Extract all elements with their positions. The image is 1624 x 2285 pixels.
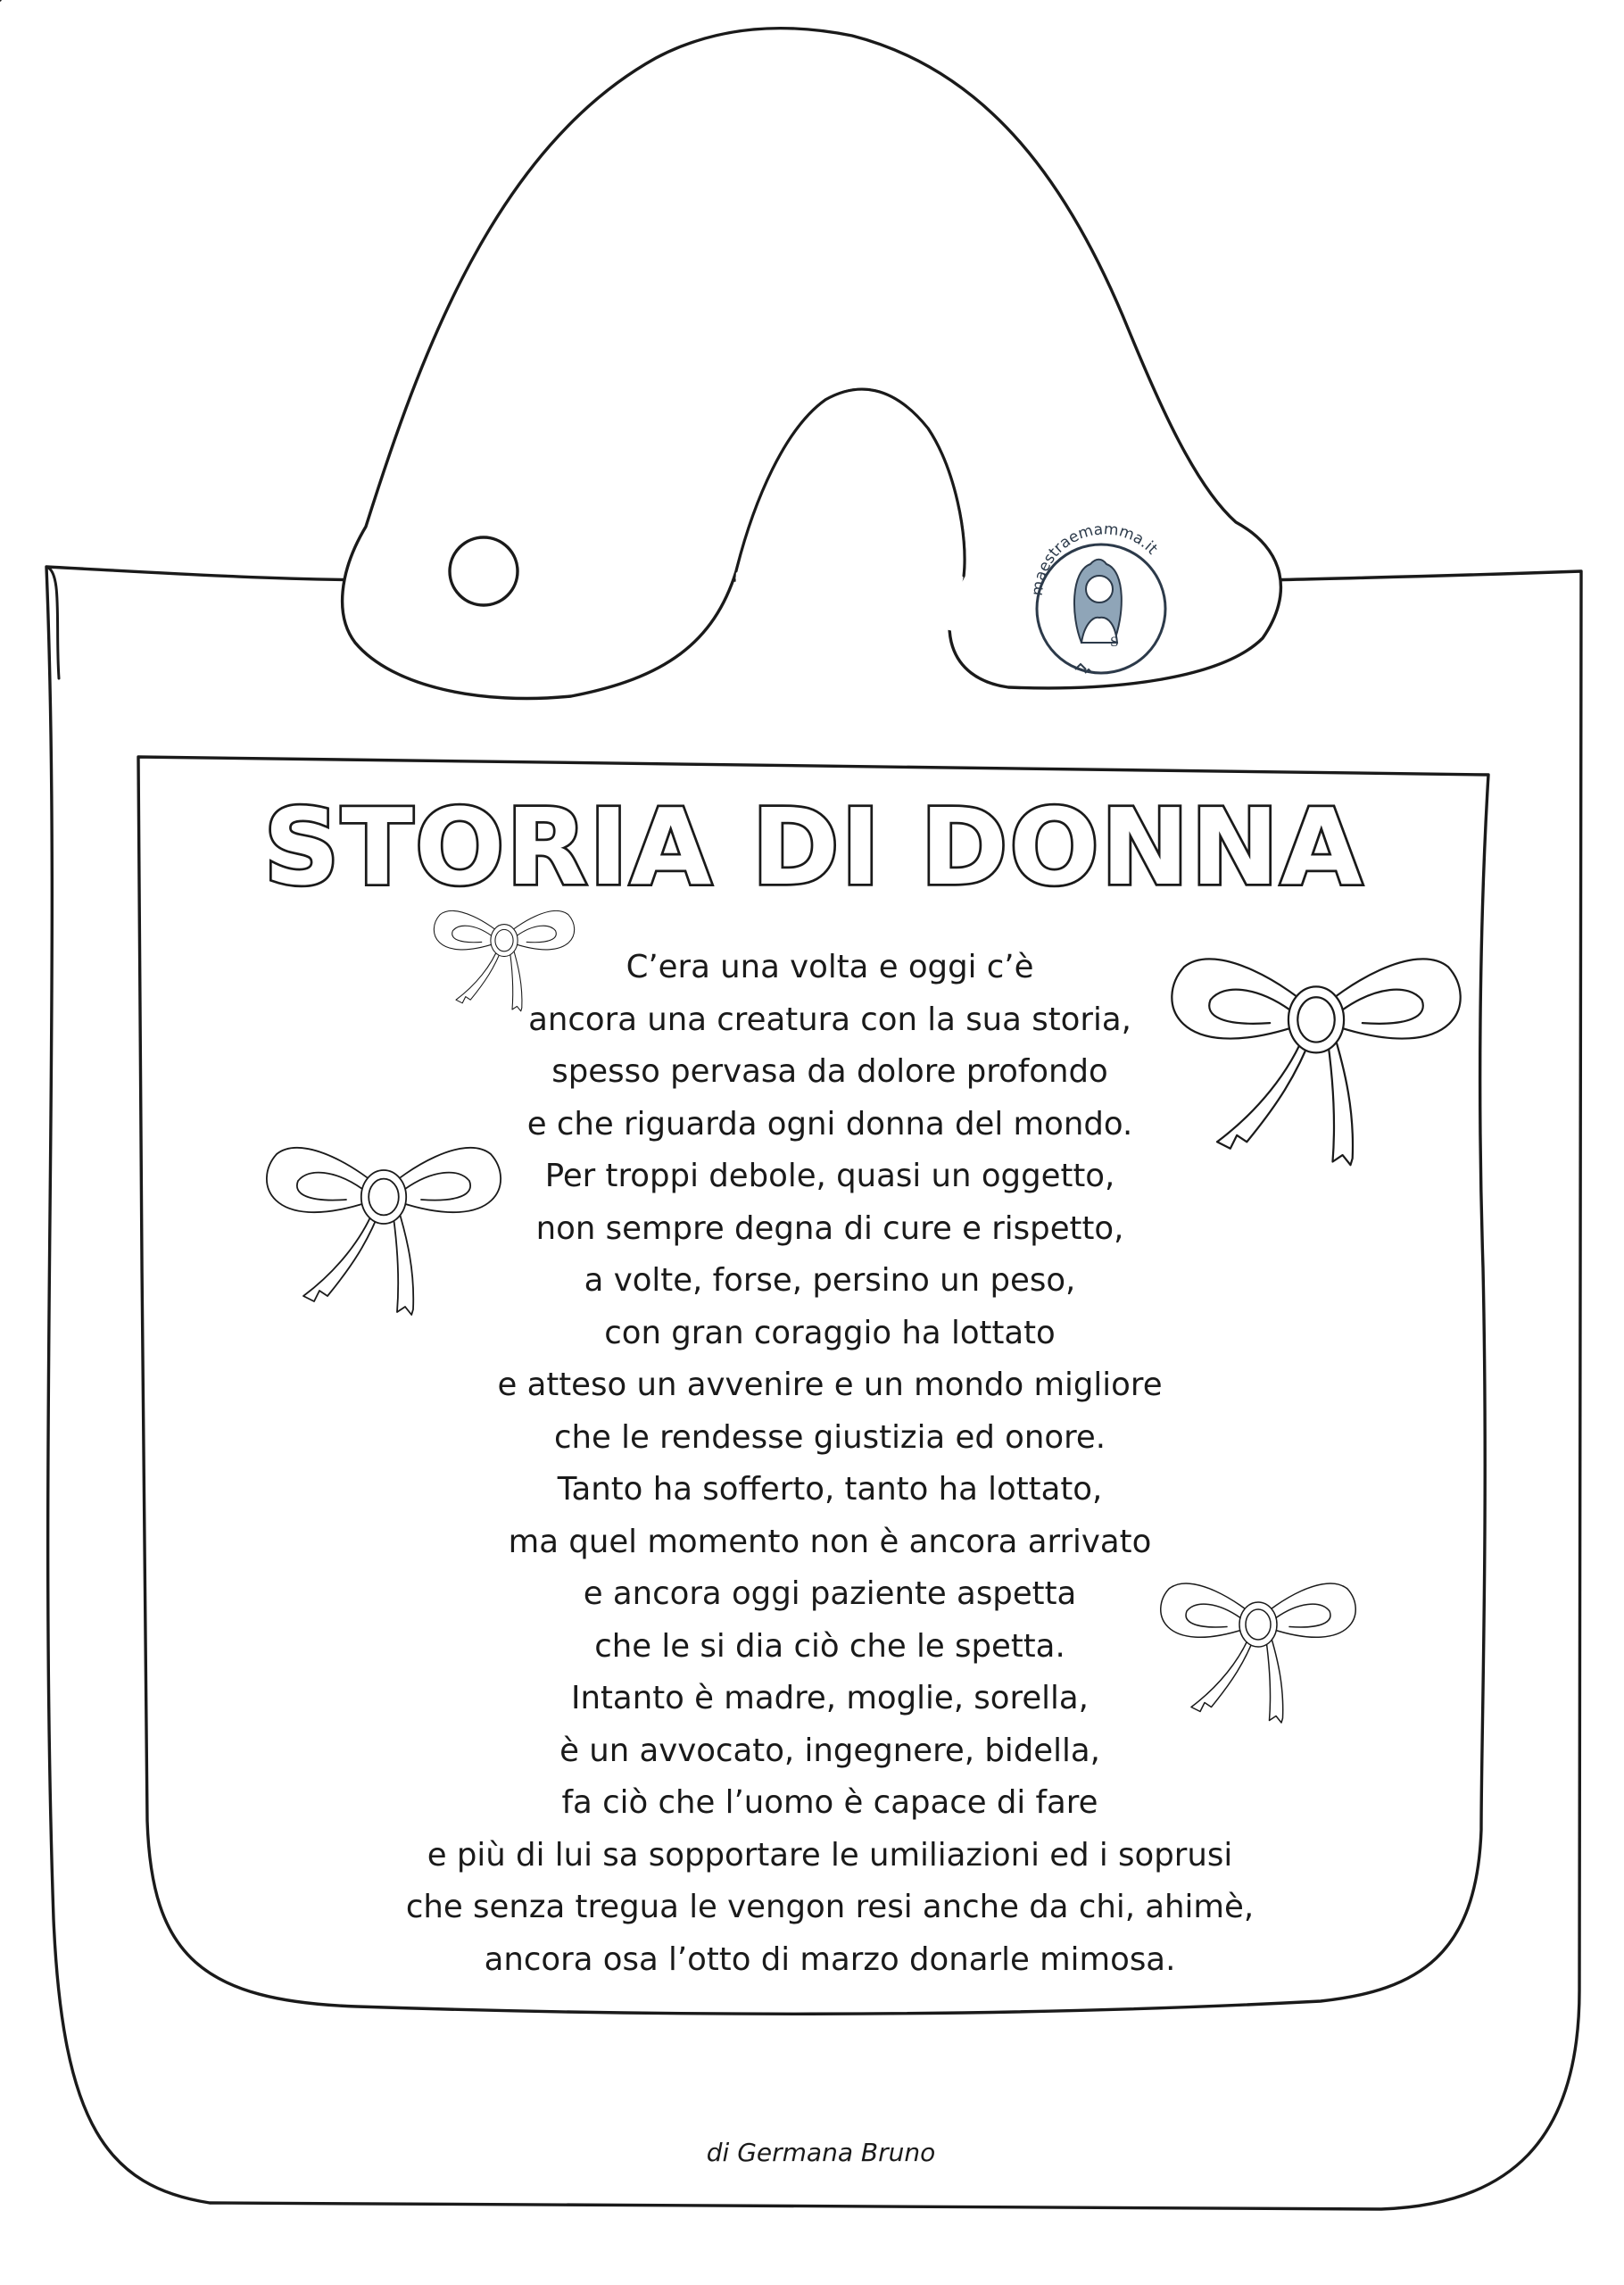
poem	[268, 942, 1392, 1986]
poem-line: che senza tregua le vengon resi anche da chi, ahimè,	[405, 1889, 1255, 1925]
poem-line: spesso pervasa da dolore profondo	[551, 1053, 1108, 1090]
poem-line: Per troppi debole, quasi un oggetto,	[544, 1158, 1115, 1194]
poem-line: è un avvocato, ingegnere, bidella,	[559, 1732, 1100, 1769]
poem-line: e atteso un avvenire e un mondo migliore	[497, 1367, 1163, 1403]
poem-line: e ancora oggi paziente aspetta	[583, 1575, 1077, 1612]
poem-line: che le rendesse giustizia ed onore.	[553, 1418, 1106, 1456]
poem-line: a volte, forse, persino un peso,	[584, 1262, 1076, 1299]
logo-text-path: maestraemamma.it	[1028, 520, 1162, 597]
handle-button	[450, 537, 518, 605]
poem-line: ma quel momento non è ancora arrivato	[508, 1523, 1152, 1560]
poem-line: ancora una creatura con la sua storia,	[528, 1001, 1131, 1038]
author-credit: di Germana Bruno	[706, 2138, 936, 2167]
poem-line: e che riguarda ogni donna del mondo.	[526, 1105, 1133, 1142]
poem-line: che le si dia ciò che le spetta.	[594, 1627, 1065, 1665]
poem-line: fa ciò che l’uomo è capace di fare	[561, 1784, 1098, 1821]
poem-line: non sempre degna di cure e rispetto,	[535, 1209, 1124, 1247]
poem-line: Tanto ha sofferto, tanto ha lottato,	[557, 1471, 1103, 1508]
poem-line: e più di lui sa sopportare le umiliazioni ed i soprusi	[427, 1836, 1233, 1874]
poem-line: C’era una volta e oggi c’è	[626, 949, 1034, 985]
logo-letter: S	[1110, 636, 1119, 650]
page-title: STORIA DI DONNA	[263, 785, 1364, 909]
poem-line: con gran coraggio ha lottato	[604, 1314, 1056, 1351]
poem-line: ancora osa l’otto di marzo donarle mimosa.	[484, 1940, 1176, 1978]
poem-line: Intanto è madre, moglie, sorella,	[571, 1680, 1089, 1716]
